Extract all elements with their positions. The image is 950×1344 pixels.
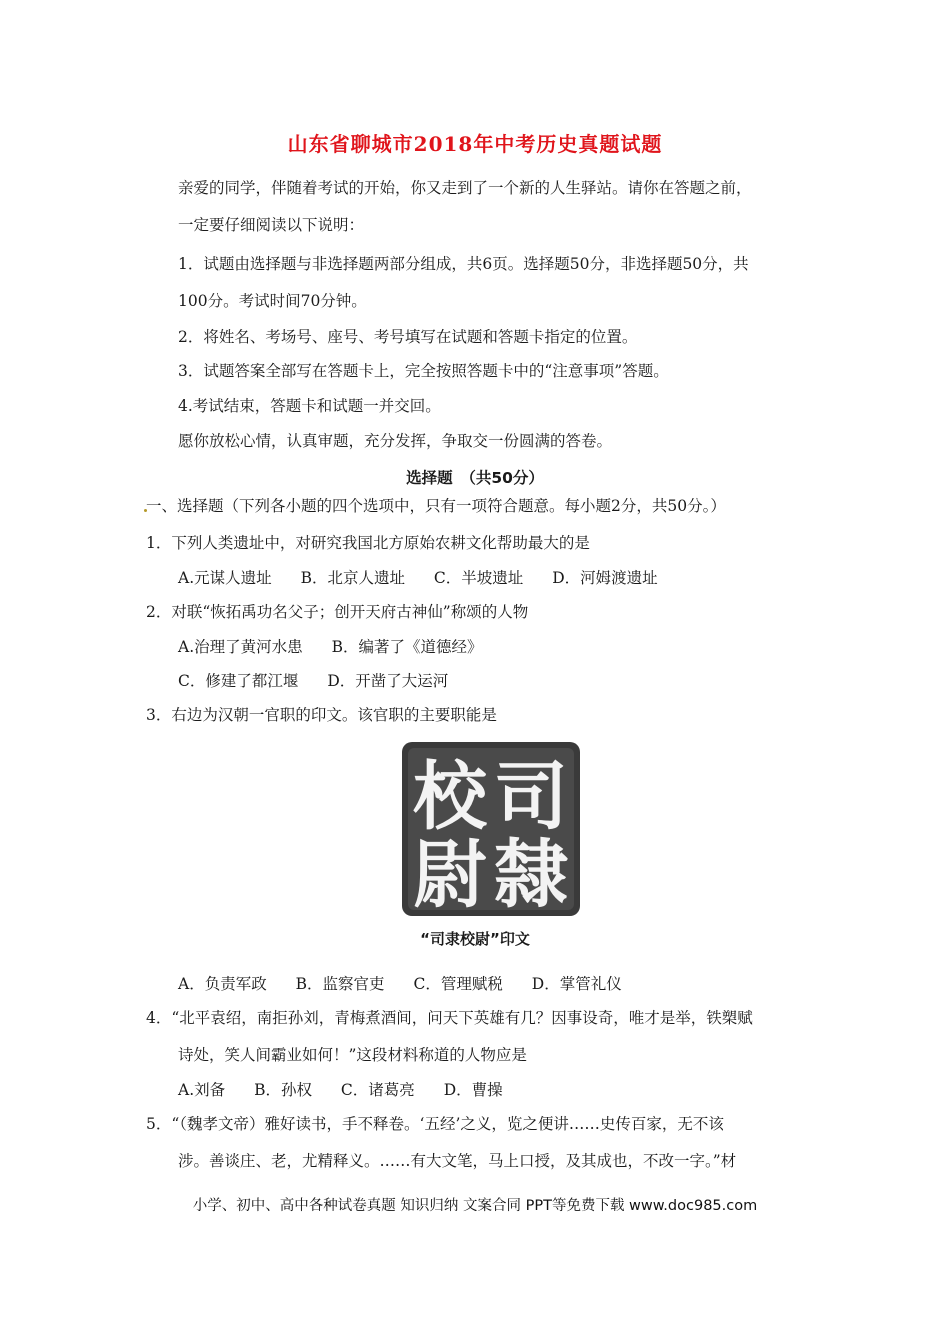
question-stem: 5．“（魏孝文帝）雅好读书，手不释卷。‘五经’之义，览之便讲……史传百家，无不该 — [146, 1115, 724, 1133]
option-a: A.元谋人遗址 — [178, 569, 272, 587]
option-d: D．河姆渡遗址 — [552, 569, 658, 587]
page-footer: 小学、初中、高中各种试卷真题 知识归纳 文案合同 PPT等免费下载 www.doc985.com — [192, 1198, 758, 1214]
option-c: C．管理赋税 — [413, 975, 503, 993]
option-a: A.刘备 — [178, 1081, 226, 1099]
question-stem: 1．下列人类遗址中，对研究我国北方原始农耕文化帮助最大的是 — [146, 534, 590, 552]
option-row — [178, 1080, 527, 1100]
option-b: B．监察官吏 — [295, 975, 385, 993]
intro-line: 愿你放松心情，认真审题，充分发挥，争取交一份圆满的答卷。 — [178, 432, 613, 450]
intro-line: 3．试题答案全部写在答题卡上，完全按照答题卡中的“注意事项”答题。 — [178, 362, 669, 380]
seal-image — [400, 740, 582, 918]
option-row — [178, 568, 682, 588]
question-stem: 4．“北平袁绍，南拒孙刘，青梅煮酒间，问天下英雄有几？因事设奇，唯才是举，铁槊赋 — [146, 1009, 753, 1027]
option-c: C．诸葛亮 — [340, 1081, 415, 1099]
question-stem: 涉。善谈庄、老，尤精释义。……有大文笔，马上口授，及其成也，不改一字。”材 — [178, 1152, 737, 1170]
option-row — [178, 637, 506, 657]
intro-line: 一定要仔细阅读以下说明： — [178, 216, 365, 234]
option-d: D．曹操 — [443, 1081, 503, 1099]
seal-caption: “司隶校尉”印文 — [420, 930, 530, 948]
intro-line: 1．试题由选择题与非选择题两部分组成，共6页。选择题50分，非选择题50分，共 — [178, 255, 749, 273]
option-b: B．编著了《道德经》 — [331, 638, 483, 656]
option-d: D．开凿了大运河 — [327, 672, 449, 690]
seal-char: 司 — [494, 754, 568, 840]
question-stem: 3．右边为汉朝一官职的印文。该官职的主要职能是 — [146, 706, 497, 724]
section-instruction: 一、选择题（下列各小题的四个选项中，只有一项符合题意。每小题2分，共50分。） — [146, 497, 726, 515]
page-title: 山东省聊城市2018年中考历史真题试题 — [287, 132, 663, 156]
intro-line: 100分。考试时间70分钟。 — [178, 292, 367, 310]
section-title: 选择题 （共50分） — [406, 469, 544, 487]
seal-char: 隸 — [494, 832, 568, 918]
seal-char: 校 — [413, 754, 487, 840]
option-c: C．半坡遗址 — [433, 569, 524, 587]
option-c: C．修建了都江堰 — [178, 672, 299, 690]
intro-line: 4.考试结束，答题卡和试题一并交回。 — [178, 397, 441, 415]
option-b: B．北京人遗址 — [300, 569, 405, 587]
intro-line: 亲爱的同学，伴随着考试的开始，你又走到了一个新的人生驿站。请你在答题之前， — [178, 179, 752, 197]
question-stem: 2．对联“恢拓禹功名父子；创开天府古神仙”称颂的人物 — [146, 603, 529, 621]
intro-line: 2．将姓名、考场号、座号、考号填写在试题和答题卡指定的位置。 — [178, 328, 638, 346]
option-row — [178, 671, 472, 691]
option-d: D．掌管礼仪 — [531, 975, 622, 993]
question-stem: 诗处，笑人间霸业如何！”这段材料称道的人物应是 — [178, 1046, 527, 1064]
option-a: A．负责军政 — [178, 975, 267, 993]
option-b: B．孙权 — [254, 1081, 312, 1099]
option-a: A.治理了黄河水患 — [178, 638, 303, 656]
option-row — [178, 974, 646, 994]
seal-char: 尉 — [413, 832, 487, 918]
